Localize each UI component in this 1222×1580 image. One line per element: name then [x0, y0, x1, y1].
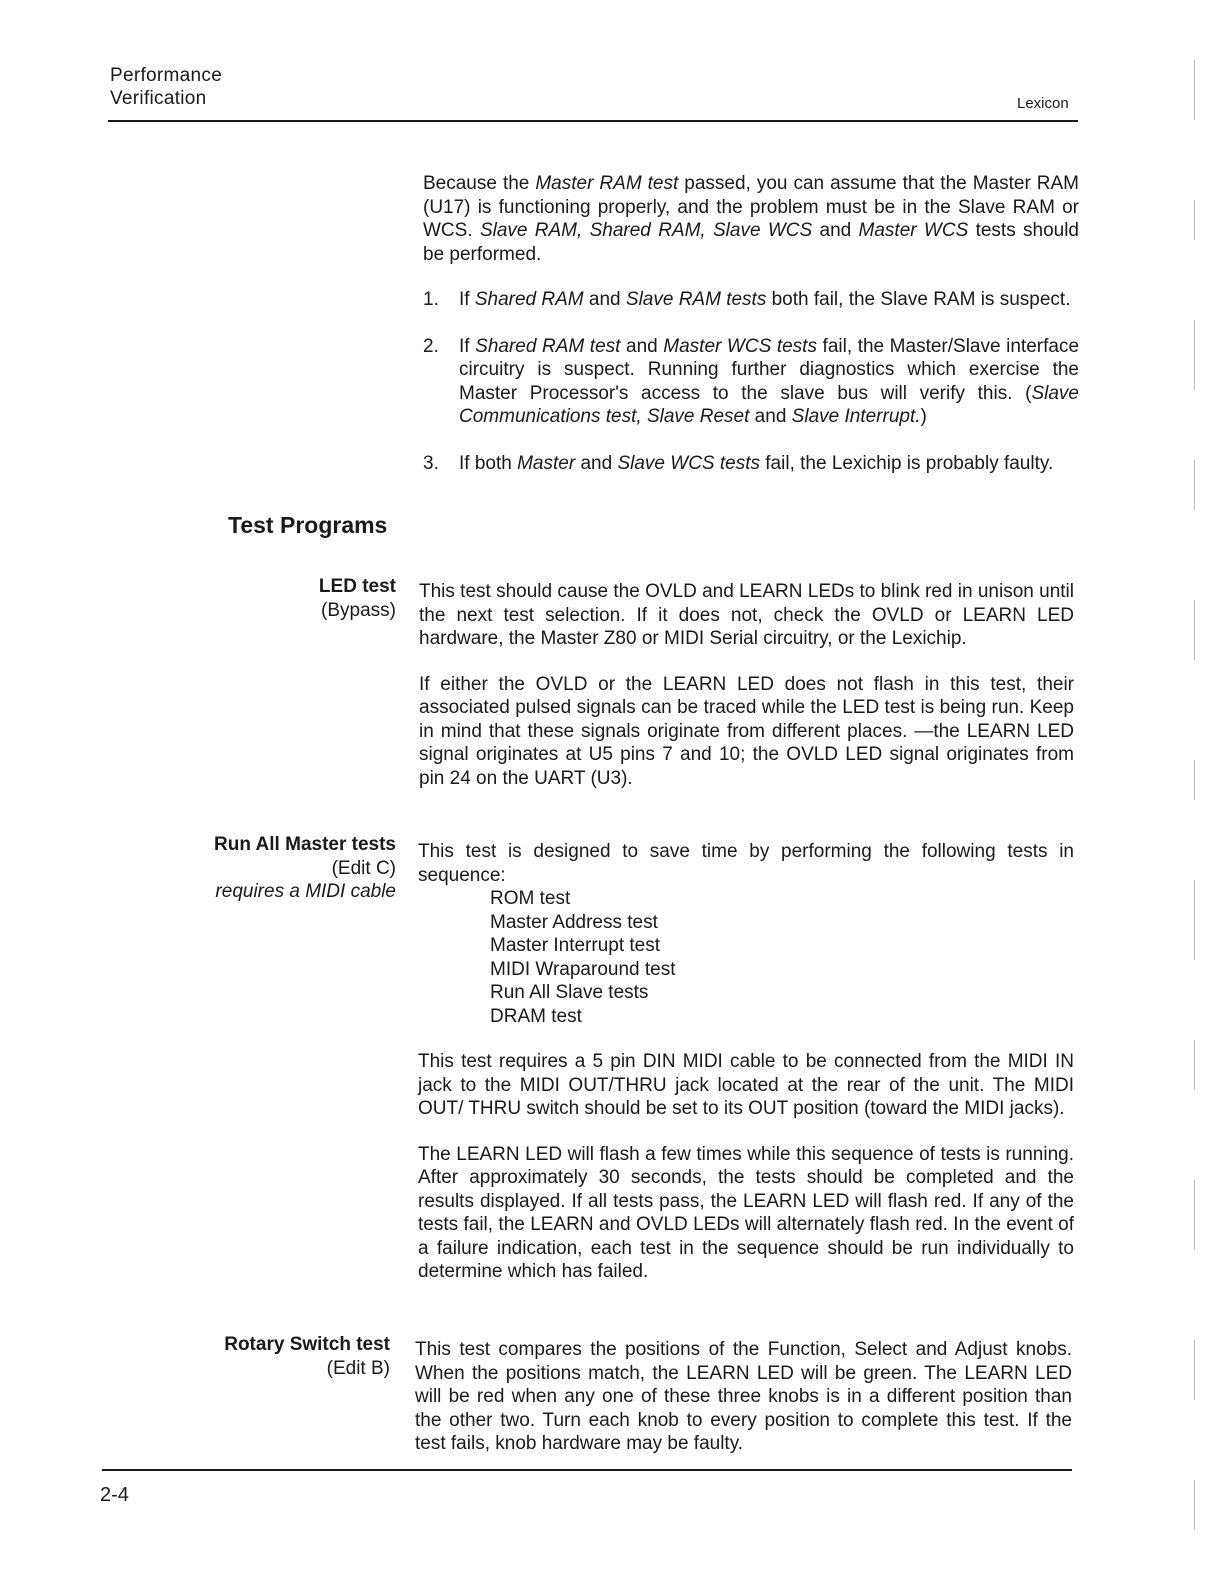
run-all-master-label [160, 833, 396, 904]
test-mode: (Bypass) [321, 599, 396, 621]
scan-edge-marks [1180, 40, 1210, 1540]
paragraph: This test should cause the OVLD and LEARN LEDs to blink red in unison until the next test selection. If it does not, check the OVLD or LEARN LED hardware, the Master Z80 or MIDI Serial circuitry, or the Lexichip. [419, 581, 1074, 649]
header-section-line2: Verification [110, 88, 207, 109]
text-run: and [583, 289, 626, 310]
intro-paragraph [423, 172, 1079, 266]
text-run: tests should be performed. [423, 220, 1080, 265]
list-item: ROM test [490, 888, 571, 909]
text-run-italic: Slave RAM, Shared RAM, Slave WCS [479, 220, 813, 241]
text-run-italic: Slave RAM tests [625, 289, 767, 310]
text-run-italic: Master WCS [858, 220, 969, 241]
intro-block [423, 172, 1079, 498]
page-number: 2-4 [100, 1484, 129, 1506]
text-run-italic: Shared RAM [474, 289, 584, 310]
text-run-italic: Shared RAM test [475, 335, 621, 357]
text-run: and [575, 452, 618, 474]
spacer [419, 651, 1074, 673]
list-number: 1. [423, 289, 439, 310]
text-run: both fail, the Slave RAM is suspect. [766, 289, 1071, 310]
list-item: DRAM test [490, 1005, 582, 1027]
text-run: If [459, 335, 476, 357]
diagnosis-list [423, 288, 1079, 475]
text-run-italic: Master WCS tests [663, 335, 817, 357]
text-run-italic: Slave WCS tests [617, 452, 760, 474]
test-mode: (Edit B) [326, 1357, 390, 1379]
spacer [418, 1028, 1074, 1050]
rotary-switch-label [180, 1333, 390, 1380]
text-run: and [812, 220, 859, 241]
list-item: MIDI Wraparound test [490, 958, 676, 980]
paragraph: This test requires a 5 pin DIN MIDI cable to be connected from the MIDI IN jack to the MIDI OUT/THRU jack located at the rear of the unit. The MIDI OUT/ THRU switch should be set to its OUT position (toward the MIDI jacks). [418, 1051, 1074, 1119]
running-header [110, 64, 222, 110]
spacer [423, 266, 1079, 288]
text-run-italic: Slave Communications test, Slave Reset [459, 382, 1079, 427]
test-name: LED test [318, 576, 396, 597]
text-run: If both [459, 452, 518, 474]
paragraph: This test compares the positions of the Function, Select and Adjust knobs. When the positions match, the LEARN LED will be green. The LEARN LED will be red when any one of these three knobs is in a different position than the other two. Turn each knob to every position to complete this test. If the test fails, knob hardware may be faulty. [415, 1339, 1072, 1454]
paragraph: The LEARN LED will flash a few times while this sequence of tests is running. After approximately 30 seconds, the tests should be completed and the results displayed. If all tests pass, the LEARN LED will flash red. If any of the tests fail, the LEARN and OVLD LEDs will alternately flash red. In the event of a failure indication, each test in the sequence should be run individually to determine which has failed. [418, 1143, 1074, 1282]
section-heading: Test Programs [228, 512, 388, 538]
text-run: Because the [423, 173, 536, 194]
text-run: fail, the Lexichip is probably faulty. [760, 452, 1054, 474]
header-brand: Lexicon [1017, 95, 1069, 112]
text-run-italic: Slave Interrupt. [791, 406, 921, 427]
test-sequence-list [418, 887, 1074, 1028]
list-number: 3. [423, 452, 439, 474]
text-run-italic: Master RAM test [535, 173, 679, 194]
list-item [423, 452, 1079, 476]
spacer [418, 1121, 1074, 1143]
test-note: requires a MIDI cable [215, 881, 396, 902]
list-item [423, 288, 1079, 312]
led-test-body [419, 580, 1074, 790]
text-run: and [620, 335, 664, 357]
text-run: If [459, 289, 475, 310]
list-item [423, 335, 1079, 429]
header-section-line1: Performance [110, 65, 223, 86]
text-run: fail, the Master/Slave interface circuitry is suspect. Running further diagnostics which exercise the Master Processor's access to the slave bus will verify this. ( [459, 335, 1080, 404]
paragraph: If either the OVLD or the LEARN LED does not flash in this test, their associated pulsed signals can be traced while the LED test is being run. Keep in mind that these signals originate from different places. —the LEARN LED signal originates at U5 pins 7 and 10; the OVLD LED signal originates from pin 24 on the UART (U3). [419, 673, 1074, 789]
test-mode: (Edit C) [331, 857, 396, 879]
led-test-label [200, 575, 396, 622]
list-item: Master Address test [490, 911, 658, 933]
list-number: 2. [423, 335, 439, 357]
rotary-switch-body [415, 1338, 1072, 1456]
text-run: passed, you can assume that the Master RAM (U17) is functioning properly, and the problem must be in the Slave RAM or WCS. [423, 173, 1079, 241]
text-run-italic: Master [517, 452, 576, 474]
list-item: Run All Slave tests [490, 982, 649, 1003]
test-name: Rotary Switch test [224, 1334, 390, 1355]
header-rule [108, 120, 1078, 122]
text-run: and [749, 406, 792, 427]
paragraph: This test is designed to save time by performing the following tests in sequence: [418, 841, 1074, 886]
run-all-master-body [418, 840, 1074, 1284]
text-run: ) [920, 406, 927, 427]
list-item: Master Interrupt test [490, 935, 661, 956]
test-name: Run All Master tests [214, 834, 396, 855]
footer-rule [102, 1469, 1072, 1471]
